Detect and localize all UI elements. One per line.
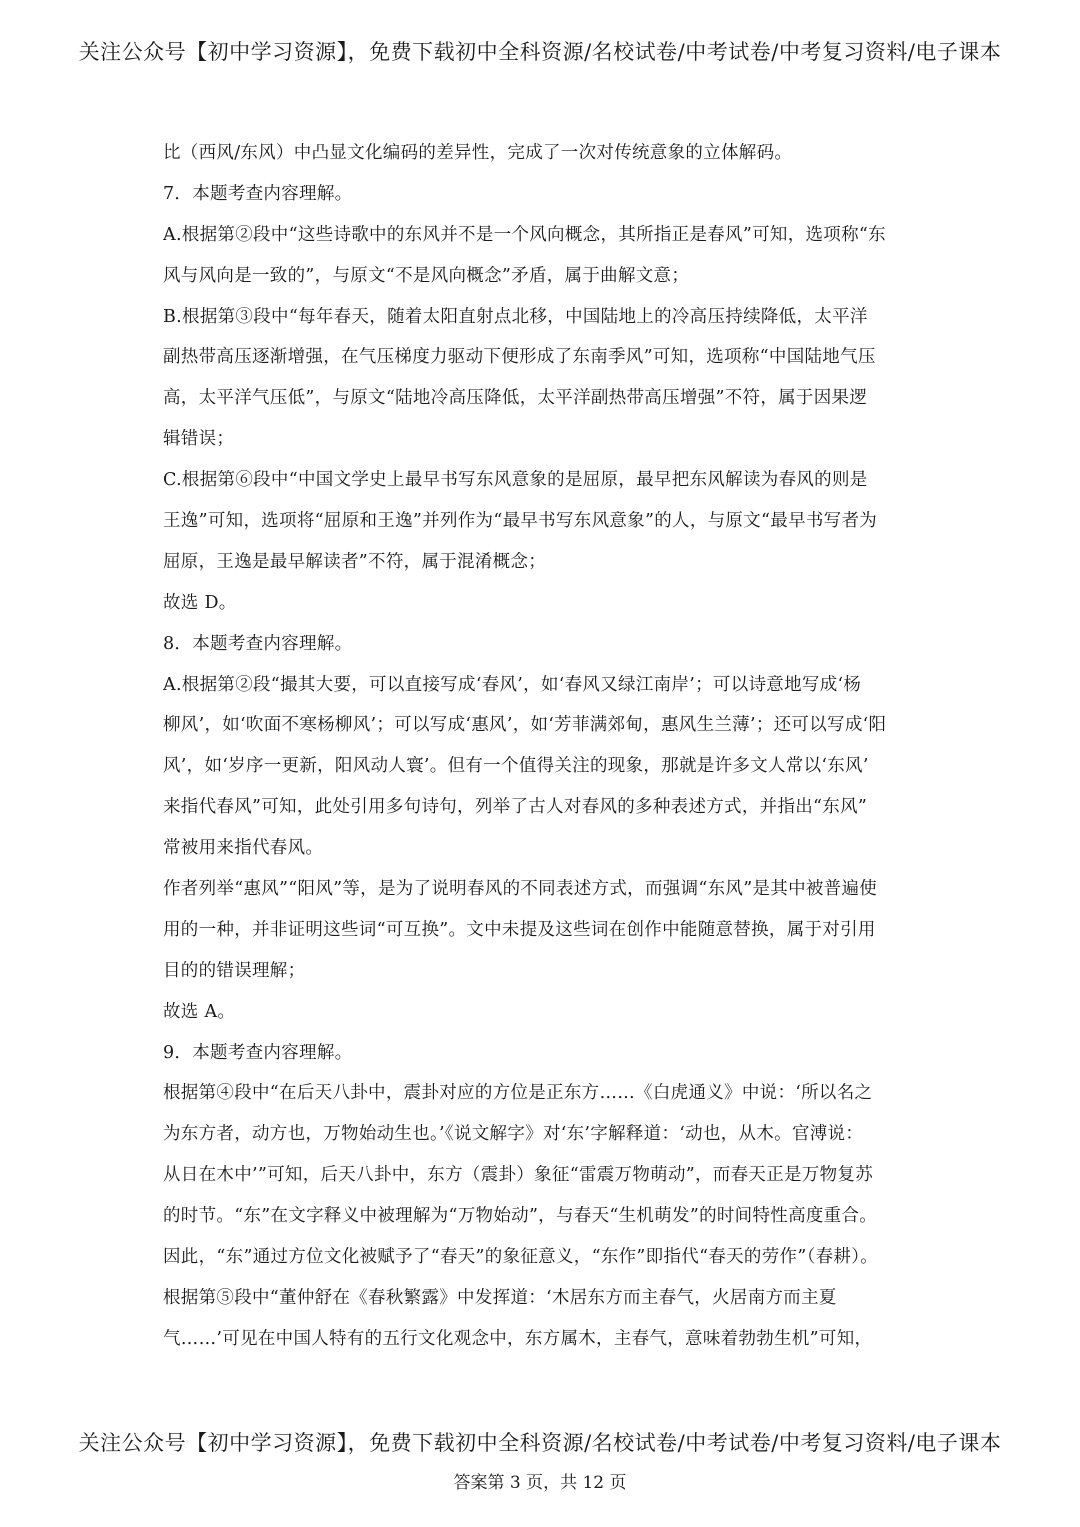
text-line: 故选 A。 (163, 1001, 236, 1022)
answer-text-body (163, 133, 923, 1360)
text-line: 9．本题考查内容理解。 (163, 1042, 353, 1063)
text-line: 副热带高压逐渐增强，在气压梯度力驱动下便形成了东南季风”可知，选项称“中国陆地气压 (163, 347, 876, 368)
text-line: 王逸”可知，选项将“屈原和王逸”并列作为“最早书写东风意象”的人，与原文“最早书写者为 (163, 511, 878, 532)
text-line: 风与风向是一致的”，与原文“不是风向概念”矛盾，属于曲解文意； (163, 265, 690, 286)
text-line: C.根据第⑥段中“中国文学史上最早书写东风意象的是屈原，最早把东风解读为春风的则是 (163, 470, 868, 491)
text-line: 屈原，王逸是最早解读者”不符，属于混淆概念； (163, 551, 547, 572)
text-line: 故选 D。 (163, 592, 237, 613)
text-line: 根据第⑤段中“董仲舒在《春秋繁露》中发挥道：‘木居东方而主春气，火居南方而主夏 (163, 1287, 837, 1308)
text-line: 因此，“东”通过方位文化被赋予了“春天”的象征意义，“东作”即指代“春天的劳作”（春耕）。 (163, 1247, 879, 1268)
text-line: 8．本题考查内容理解。 (163, 633, 353, 654)
text-line: 从日在木中’”可知，后天八卦中，东方（震卦）象征“雷震万物萌动”，而春天正是万物复苏 (163, 1165, 873, 1186)
text-line: 风’，如‘岁序一更新，阳风动人寰’。但有一个值得关注的现象，那就是许多文人常以‘东风’ (163, 756, 869, 777)
text-line: A.根据第②段“撮其大要，可以直接写成‘春风’，如‘春风又绿江南岸’；可以诗意地写成‘杨 (163, 674, 862, 695)
text-line: 常被用来指代春风。 (163, 838, 324, 859)
text-line: 辑错误； (163, 429, 235, 450)
text-line: 柳风’，如‘吹面不寒杨柳风’；可以写成‘惠风’，如‘芳菲满郊甸，惠风生兰薄’；还可以写成‘阳 (163, 715, 887, 736)
text-line: 用的一种，并非证明这些词“可互换”。文中未提及这些词在创作中能随意替换，属于对引用 (163, 919, 876, 940)
text-line: 目的的错误理解； (163, 960, 306, 981)
text-line: 的时节。“东”在文字释义中被理解为“万物始动”，与春天“生机萌发”的时间特性高度重合。 (163, 1206, 878, 1227)
text-line: 比（西风/东风）中凸显文化编码的差异性，完成了一次对传统意象的立体解码。 (163, 143, 793, 163)
text-line: B.根据第③段中“每年春天，随着太阳直射点北移，中国陆地上的冷高压持续降低，太平洋 (163, 306, 868, 327)
text-line: 为东方者，动方也，万物始动生也。’《说文解字》对‘东’字解释道：‘动也，从木。官溥说： (163, 1124, 864, 1145)
page-number: 答案第 3 页，共 12 页 (453, 1473, 627, 1493)
text-line: 根据第④段中“在后天八卦中，震卦对应的方位是正东方……《白虎通义》中说：‘所以名之 (163, 1083, 873, 1104)
text-line: 作者列举“惠风”“阳风”等，是为了说明春风的不同表述方式，而强调“东风”是其中被普遍使 (163, 879, 878, 900)
top-promo-banner: 关注公众号【初中学习资源】，免费下载初中全科资源/名校试卷/中考试卷/中考复习资料/电子课本 (78, 40, 1002, 64)
text-line: 来指代春风”可知，此处引用多句诗句，列举了古人对春风的多种表述方式，并指出“东风” (163, 797, 868, 818)
bottom-promo-banner: 关注公众号【初中学习资源】，免费下载初中全科资源/名校试卷/中考试卷/中考复习资料/电子课本 (78, 1431, 1002, 1455)
text-line: A.根据第②段中“这些诗歌中的东风并不是一个风向概念，其所指正是春风”可知，选项称“东 (163, 224, 886, 245)
text-line: 气……’可见在中国人特有的五行文化观念中，东方属木，主春气，意味着勃勃生机”可知， (163, 1328, 873, 1349)
text-line: 7．本题考查内容理解。 (163, 183, 353, 204)
text-line: 高，太平洋气压低”，与原文“陆地冷高压降低，太平洋副热带高压增强”不符，属于因果逻 (163, 388, 868, 409)
